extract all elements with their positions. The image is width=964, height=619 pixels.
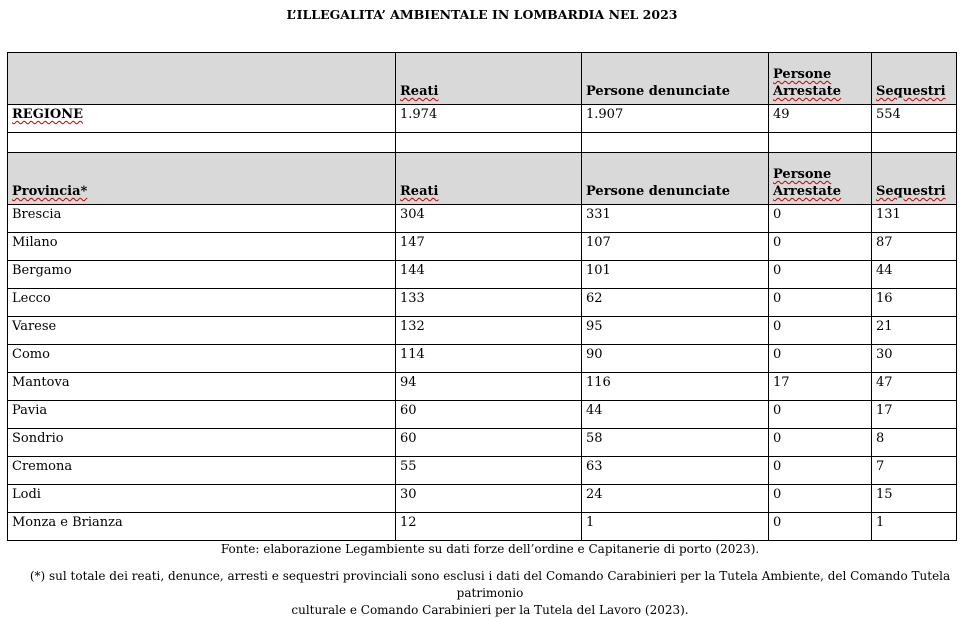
- province-name: Sondrio: [8, 429, 396, 457]
- table-row: [8, 457, 957, 485]
- province-persone-arrestate: 0: [769, 457, 872, 485]
- province-persone-denunciate: 331: [582, 205, 769, 233]
- region-label-cell: [8, 105, 396, 133]
- table-row: [8, 429, 957, 457]
- province-persone-arrestate: 0: [769, 485, 872, 513]
- province-persone-denunciate: 90: [582, 345, 769, 373]
- province-header-provincia: [8, 153, 396, 205]
- province-persone-arrestate: 17: [769, 373, 872, 401]
- province-reati: 144: [396, 261, 582, 289]
- province-persone-denunciate: 58: [582, 429, 769, 457]
- region-reati: 1.974: [396, 105, 582, 133]
- province-reati: 94: [396, 373, 582, 401]
- table-row: [8, 485, 957, 513]
- province-persone-arrestate: 0: [769, 401, 872, 429]
- spacer-cell: [582, 133, 769, 153]
- region-row: [8, 105, 957, 133]
- spacer-cell: [396, 133, 582, 153]
- province-sequestri: 17: [872, 401, 957, 429]
- spacer-row: [8, 133, 957, 153]
- province-header-row: [8, 153, 957, 205]
- region-header-persone-arrestate: [769, 53, 872, 105]
- province-sequestri: 131: [872, 205, 957, 233]
- province-reati: 304: [396, 205, 582, 233]
- province-sequestri: 7: [872, 457, 957, 485]
- region-header-empty: [8, 53, 396, 105]
- table-row: [8, 205, 957, 233]
- province-sequestri: 16: [872, 289, 957, 317]
- province-name: Pavia: [8, 401, 396, 429]
- province-persone-arrestate: 0: [769, 345, 872, 373]
- province-sequestri: 47: [872, 373, 957, 401]
- province-header-persone-denunciate: Persone denunciate: [582, 153, 769, 205]
- province-name: Varese: [8, 317, 396, 345]
- region-header-arrestate-line1: Persone: [773, 67, 832, 82]
- province-persone-denunciate: 62: [582, 289, 769, 317]
- province-sequestri: 30: [872, 345, 957, 373]
- province-reati: 60: [396, 401, 582, 429]
- province-name: Mantova: [8, 373, 396, 401]
- province-sequestri: 21: [872, 317, 957, 345]
- data-table: [7, 52, 957, 541]
- province-header-reati: [396, 153, 582, 205]
- table-row: [8, 261, 957, 289]
- region-persone-denunciate: 1.907: [582, 105, 769, 133]
- region-header-arrestate-line2: Arrestate: [773, 84, 842, 99]
- province-sequestri: 1: [872, 513, 957, 541]
- province-persone-denunciate: 107: [582, 233, 769, 261]
- province-header-sequestri-label: Sequestri: [876, 184, 946, 199]
- province-reati: 12: [396, 513, 582, 541]
- table-row: [8, 513, 957, 541]
- region-header-persone-denunciate: Persone denunciate: [582, 53, 769, 105]
- province-header-persone-arrestate: [769, 153, 872, 205]
- footnote: [20, 568, 960, 619]
- region-header-sequestri: [872, 53, 957, 105]
- footnote-line-2: culturale e Comando Carabinieri per la Tutela del Lavoro (2023).: [291, 603, 689, 617]
- province-persone-arrestate: 0: [769, 205, 872, 233]
- province-reati: 133: [396, 289, 582, 317]
- province-name: Cremona: [8, 457, 396, 485]
- spacer-cell: [769, 133, 872, 153]
- province-persone-denunciate: 24: [582, 485, 769, 513]
- province-persone-arrestate: 0: [769, 429, 872, 457]
- province-name: Como: [8, 345, 396, 373]
- spacer-cell: [872, 133, 957, 153]
- source-note: Fonte: elaborazione Legambiente su dati forze dell’ordine e Capitanerie di porto (2023).: [220, 542, 760, 556]
- province-header-provincia-label: Provincia*: [12, 184, 88, 199]
- province-persone-denunciate: 116: [582, 373, 769, 401]
- region-persone-arrestate: 49: [769, 105, 872, 133]
- province-persone-denunciate: 63: [582, 457, 769, 485]
- province-name: Milano: [8, 233, 396, 261]
- page-title: L’ILLEGALITA’ AMBIENTALE IN LOMBARDIA NEL 2023: [286, 7, 678, 22]
- region-header-reati: [396, 53, 582, 105]
- province-header-reati-label: Reati: [400, 184, 439, 199]
- province-reati: 132: [396, 317, 582, 345]
- province-name: Bergamo: [8, 261, 396, 289]
- province-sequestri: 87: [872, 233, 957, 261]
- province-persone-arrestate: 0: [769, 513, 872, 541]
- province-persone-arrestate: 0: [769, 289, 872, 317]
- province-reati: 60: [396, 429, 582, 457]
- table-row: [8, 373, 957, 401]
- table-row: [8, 345, 957, 373]
- spacer-cell: [8, 133, 396, 153]
- province-persone-arrestate: 0: [769, 233, 872, 261]
- table-row: [8, 233, 957, 261]
- table-row: [8, 289, 957, 317]
- province-reati: 147: [396, 233, 582, 261]
- province-header-arrestate-line2: Arrestate: [773, 184, 842, 199]
- province-persone-arrestate: 0: [769, 261, 872, 289]
- footnote-line-1: (*) sul totale dei reati, denunce, arresti e sequestri provinciali sono esclusi i dati del Comando Carabinieri per la Tutela Ambiente, del Comando Tutela patrimonio: [29, 569, 951, 600]
- table-row: [8, 317, 957, 345]
- province-persone-arrestate: 0: [769, 317, 872, 345]
- province-persone-denunciate: 1: [582, 513, 769, 541]
- province-sequestri: 8: [872, 429, 957, 457]
- province-reati: 114: [396, 345, 582, 373]
- table-row: [8, 401, 957, 429]
- province-header-sequestri: [872, 153, 957, 205]
- province-reati: 30: [396, 485, 582, 513]
- province-header-arrestate-line1: Persone: [773, 167, 832, 182]
- region-sequestri: 554: [872, 105, 957, 133]
- province-sequestri: 15: [872, 485, 957, 513]
- province-name: Lecco: [8, 289, 396, 317]
- province-persone-denunciate: 95: [582, 317, 769, 345]
- province-persone-denunciate: 44: [582, 401, 769, 429]
- province-persone-denunciate: 101: [582, 261, 769, 289]
- region-header-row: [8, 53, 957, 105]
- province-name: Brescia: [8, 205, 396, 233]
- province-reati: 55: [396, 457, 582, 485]
- region-header-reati-label: Reati: [400, 84, 439, 99]
- region-header-sequestri-label: Sequestri: [876, 84, 946, 99]
- region-label: REGIONE: [12, 107, 84, 122]
- province-sequestri: 44: [872, 261, 957, 289]
- province-name: Lodi: [8, 485, 396, 513]
- province-name: Monza e Brianza: [8, 513, 396, 541]
